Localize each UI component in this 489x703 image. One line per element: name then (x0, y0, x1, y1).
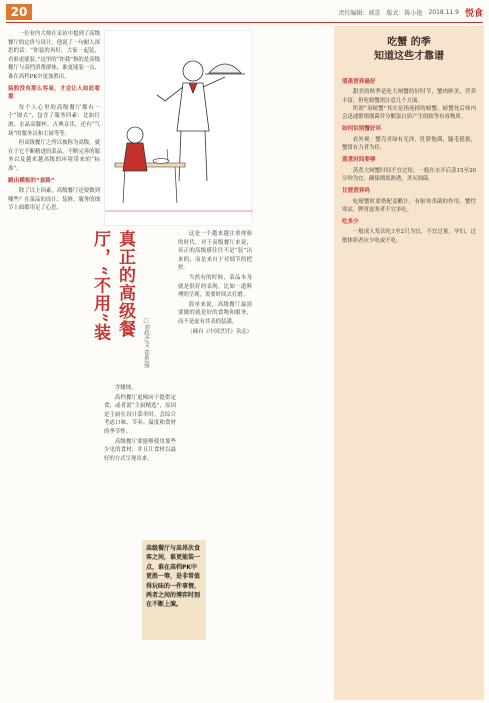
paragraph: 简单来说，高级餐厅最需要做的就是好的食物和服务，而不是虚有其表的装潢。 (178, 301, 252, 325)
article-column-1 (8, 30, 100, 698)
article-column-2 (104, 384, 176, 694)
sidebar-body (342, 74, 476, 694)
paragraph: 高级餐厅要能够使用那些少见的食材，并且让食材以最好的方式呈现出来。 (104, 438, 176, 462)
article-source: （摘自《中国烹饪》杂志） (187, 328, 252, 335)
sidebar-title (334, 36, 484, 64)
header-rule (6, 22, 483, 23)
paragraph: 这是一个越来越注重体验的时代。对于高级餐厅来说，真正的高级感往往不是“装”出来的，而是来自于对细节的把控。 (178, 231, 252, 272)
subheading: 清蒸营养最好 (342, 79, 376, 85)
paragraph: 一位业内大师在采访中提到了高级餐厅的定价与设计。他说了一句耐人深思的话：“你装的再好，大家一起装，看谁更能装。”这里的“你我”指的是高级餐厅与高档消费群体，谁更能装一点，谁在高档PK中更加胜出。 (8, 31, 100, 80)
header-info (338, 6, 483, 19)
paragraph: 甜美的秋季是吃大闸蟹的好时节，蟹肉鲜美，营养丰富。但吃螃蟹需注意几个方面。 (342, 89, 476, 104)
page-number: 20 (6, 4, 32, 20)
cloche-icon (209, 64, 241, 73)
paragraph: 所谓“毒螃蟹”其实是指死掉的螃蟹。螃蟹死后体内会迅速繁殖细菌并分解蛋白质产生组胺等有毒物质。 (342, 105, 476, 121)
subheading: 蒸煮时间要够 (342, 157, 376, 164)
paragraph: 蒸煮大闸蟹时间不宜过短，一般在水开后蒸15至20分钟为宜，确保彻底熟透，杀灭细菌。 (342, 167, 476, 182)
layout-credit: 版式：陈小艳 (386, 10, 423, 17)
editor-credit: 责任编辑：郭喜 (338, 10, 381, 17)
paragraph: 看外观：蟹壳青绿有光泽，肚脐饱满，腿毛挺拔，蟹钳有力者为佳。 (342, 136, 476, 152)
paragraph: 一般成人每次吃1至2只为宜，不宜过量。孕妇、过敏体质者应少吃或不吃。 (342, 229, 476, 244)
section-name: 悦食 (464, 9, 483, 19)
pull-quote: 高级餐厅与高昂次食客之间，谁更能装一点，谁在高档PK中更胜一筹，是非常值得玩味的一件事情，两者之间的博弈时刻在不断上演。 (142, 540, 206, 640)
paragraph: 高档餐厅更倾向于提供定食，或者说“主厨精选”，原因是主厨在设计菜单时，会综合考虑口味、节奏、温度和食材的季节性。 (104, 394, 176, 435)
restaurant-illustration (104, 30, 252, 226)
sidebar-title-line-2: 知道这些才靠谱 (374, 51, 444, 62)
paragraph: 但高级餐厅之所以被称为高级，就在于它不断精进的菜品，不断完善的服务以及越来越高级的环境带来的“标准”。 (8, 140, 100, 172)
article-title: 真正的高级餐厅，“不用”装 (90, 230, 135, 342)
article-byline: □刘政齐/文 郑莉/图 (143, 318, 149, 368)
paragraph: 吃螃蟹时要搭配姜醋汁，有驱寒杀菌的作用。蟹性寒凉，脾胃虚寒者不宜多吃。 (342, 198, 476, 213)
subheading: 装腔没有那么容易，才会让人如此看重 (8, 85, 100, 101)
diner-figure (123, 127, 147, 171)
paragraph: 含蜡烛。 (114, 385, 137, 391)
paragraph: 当然有的时候，菜品本身就是很好的表现。比如一道料理的呈现，需要时间去打磨。 (178, 274, 252, 299)
subheading: 跳出模板的“套路” (8, 177, 55, 184)
subheading: 如何识别蟹好坏 (342, 126, 382, 133)
issue-date: 2018.11.9 (428, 9, 459, 16)
paragraph: 每个人心里的高级餐厅都有一个“图式”，包含了服务四素：比如红酒、水晶高脚杯、古典音乐，还有“气场”的服务员和主厨等等。 (8, 104, 100, 137)
subheading: 甘蔗营养吗 (342, 188, 370, 195)
sidebar-title-line-1: 吃蟹 的季 (387, 37, 431, 48)
paragraph: 除了以上因素，高级餐厅还要做到哪些？在菜品的设计、装修、服务的细节上面都用足了心思。 (8, 188, 100, 212)
subheading: 吃多少 (342, 219, 359, 226)
sidebar-box (334, 26, 484, 700)
